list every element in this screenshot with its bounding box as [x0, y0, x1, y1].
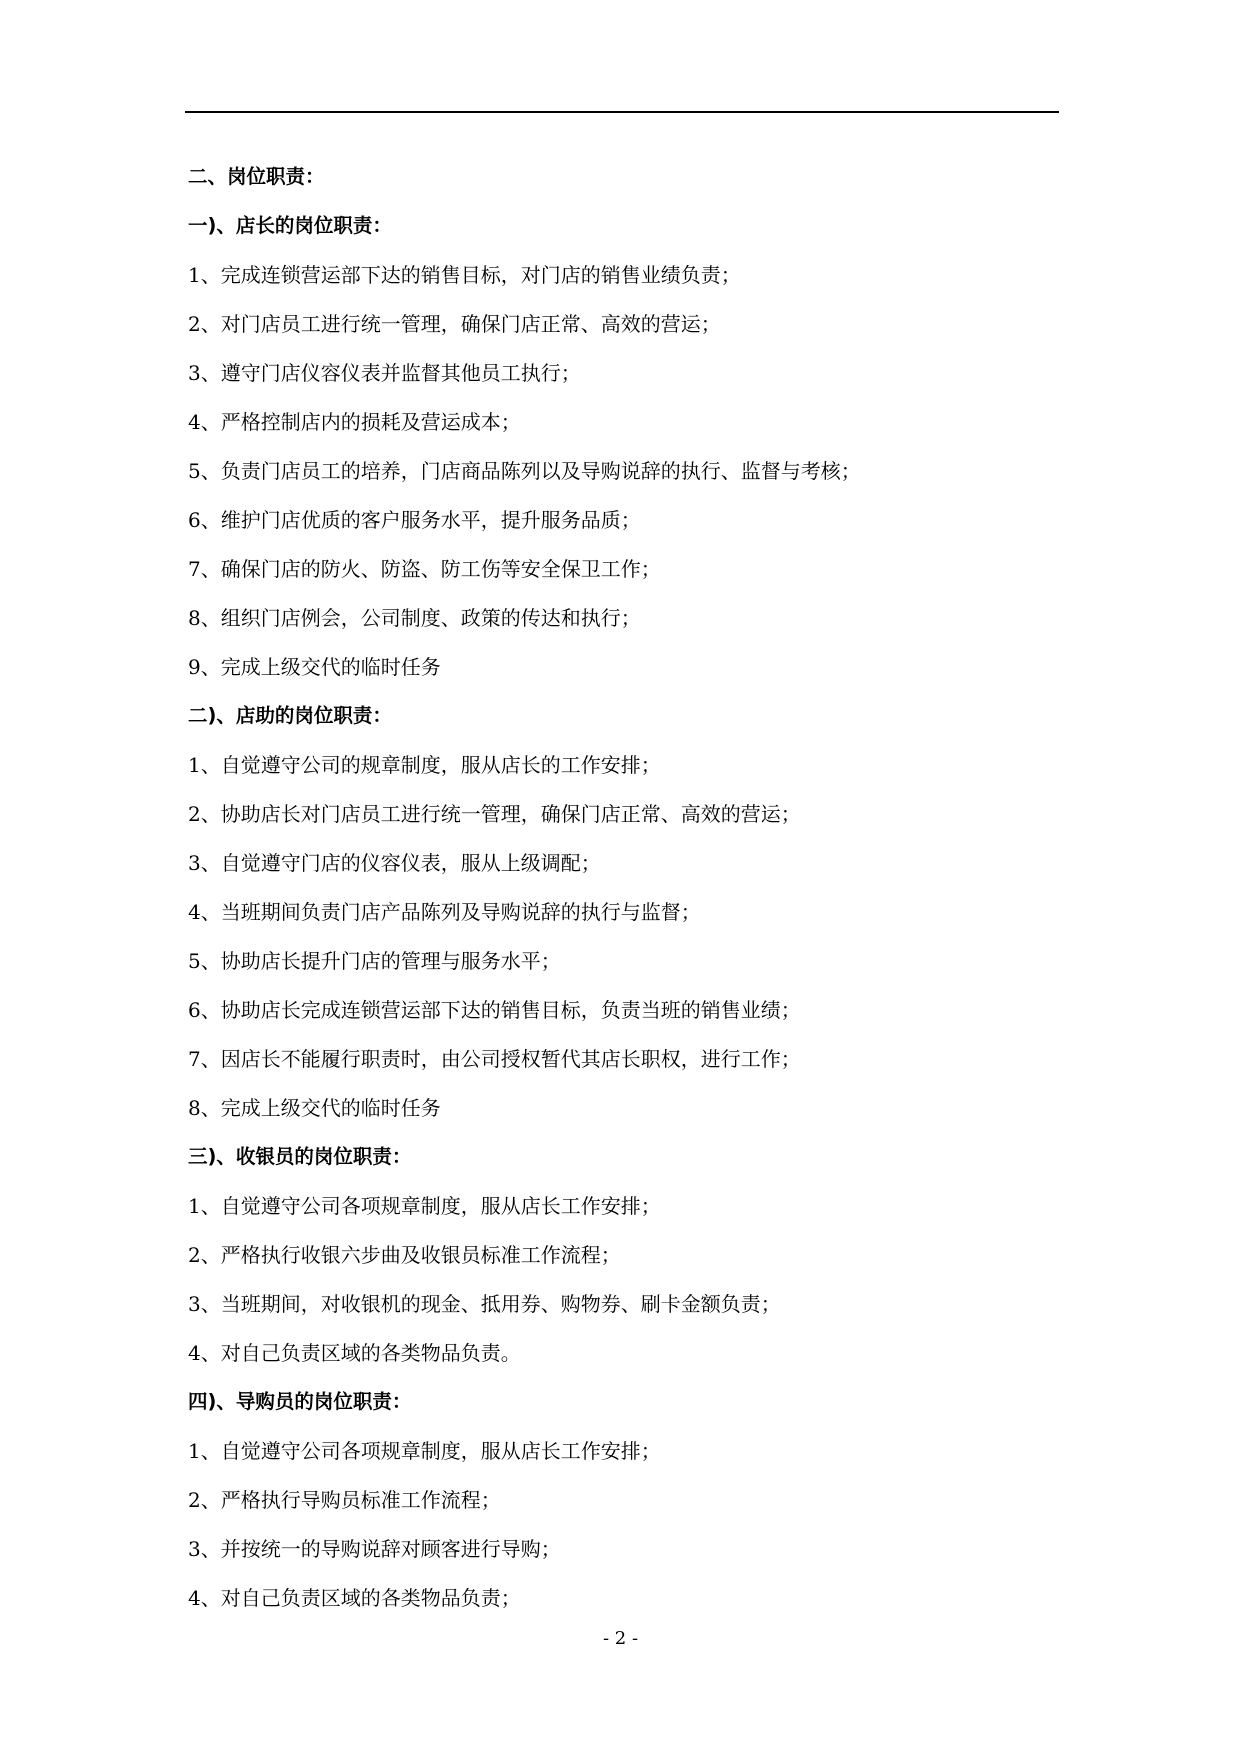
list-item: 5、协助店长提升门店的管理与服务水平； [188, 949, 561, 973]
list-item: 2、严格执行收银六步曲及收银员标准工作流程； [188, 1243, 621, 1267]
list-item: 1、自觉遵守公司的规章制度，服从店长的工作安排； [188, 753, 661, 777]
list-item: 2、对门店员工进行统一管理，确保门店正常、高效的营运； [188, 312, 721, 336]
section-title: 二、岗位职责： [188, 165, 325, 188]
subsection-heading-sales-guide: 四)、导购员的岗位职责： [188, 1390, 412, 1413]
list-item: 7、确保门店的防火、防盗、防工伤等安全保卫工作； [188, 557, 661, 581]
list-item: 8、组织门店例会，公司制度、政策的传达和执行； [188, 606, 641, 630]
list-item: 3、当班期间，对收银机的现金、抵用券、购物券、刷卡金额负责； [188, 1292, 781, 1316]
list-item: 7、因店长不能履行职责时，由公司授权暂代其店长职权，进行工作； [188, 1047, 801, 1071]
subsection-heading-assistant-manager: 二)、店助的岗位职责： [188, 704, 392, 727]
list-item: 5、负责门店员工的培养，门店商品陈列以及导购说辞的执行、监督与考核； [188, 459, 861, 483]
list-item: 4、当班期间负责门店产品陈列及导购说辞的执行与监督； [188, 900, 701, 924]
list-item: 1、自觉遵守公司各项规章制度，服从店长工作安排； [188, 1439, 661, 1463]
subsection-heading-cashier: 三)、收银员的岗位职责： [188, 1145, 412, 1168]
page-number: - 2 - [602, 1628, 639, 1649]
list-item: 2、严格执行导购员标准工作流程； [188, 1488, 501, 1512]
list-item: 4、对自己负责区域的各类物品负责。 [188, 1341, 521, 1365]
header-rule [185, 111, 1059, 113]
list-item: 4、对自己负责区域的各类物品负责； [188, 1586, 521, 1610]
list-item: 6、维护门店优质的客户服务水平，提升服务品质； [188, 508, 641, 532]
document-body [188, 158, 1068, 1628]
list-item: 6、协助店长完成连锁营运部下达的销售目标，负责当班的销售业绩； [188, 998, 801, 1022]
list-item: 9、完成上级交代的临时任务 [188, 655, 441, 679]
list-item: 2、协助店长对门店员工进行统一管理，确保门店正常、高效的营运； [188, 802, 801, 826]
list-item: 4、严格控制店内的损耗及营运成本； [188, 410, 521, 434]
list-item: 8、完成上级交代的临时任务 [188, 1096, 441, 1120]
subsection-heading-store-manager: 一)、店长的岗位职责： [188, 214, 392, 237]
list-item: 3、自觉遵守门店的仪容仪表，服从上级调配； [188, 851, 601, 875]
list-item: 3、遵守门店仪容仪表并监督其他员工执行； [188, 361, 581, 385]
list-item: 1、完成连锁营运部下达的销售目标，对门店的销售业绩负责； [188, 263, 741, 287]
list-item: 1、自觉遵守公司各项规章制度，服从店长工作安排； [188, 1194, 661, 1218]
list-item: 3、并按统一的导购说辞对顾客进行导购； [188, 1537, 561, 1561]
